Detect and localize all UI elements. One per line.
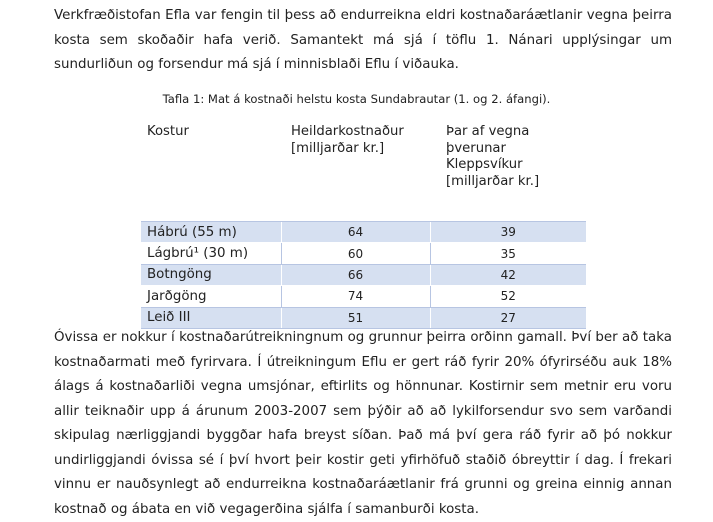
row-name: Hábrú (55 m) bbox=[141, 222, 281, 243]
row-crossing: 42 bbox=[430, 264, 586, 285]
row-name: Botngöng bbox=[141, 264, 281, 285]
row-total: 51 bbox=[281, 307, 430, 328]
header-heildarkostnadur: Heildarkostnaður [milljarðar kr.] bbox=[291, 124, 404, 156]
table-header-row bbox=[141, 124, 586, 222]
row-crossing: 52 bbox=[430, 286, 586, 307]
row-total: 74 bbox=[281, 286, 430, 307]
table-row bbox=[141, 243, 586, 264]
row-total: 60 bbox=[281, 243, 430, 264]
cost-table bbox=[141, 124, 586, 329]
table-row bbox=[141, 222, 586, 243]
row-crossing: 35 bbox=[430, 243, 586, 264]
row-name: Jarðgöng bbox=[141, 286, 281, 307]
intro-paragraph: Verkfræðistofan Efla var fengin til þess að endurreikna eldri kostnaðaráætlanir vegna þeirra kosta sem skoðaðir hafa verið. Samantekt má sjá í töflu 1. Nánari upplýsingar um sundurliðun og forsendur má sjá í minnisblaði Eflu í viðauka. bbox=[54, 8, 672, 72]
table-row bbox=[141, 264, 586, 285]
row-total: 64 bbox=[281, 222, 430, 243]
row-name: Lágbrú¹ (30 m) bbox=[141, 243, 281, 264]
row-crossing: 39 bbox=[430, 222, 586, 243]
row-crossing: 27 bbox=[430, 307, 586, 328]
row-total: 66 bbox=[281, 264, 430, 285]
row-name: Leið III bbox=[141, 307, 281, 328]
uncertainty-paragraph: Óvissa er nokkur í kostnaðarútreikningnum og grunnur þeirra orðinn gamall. Því ber að taka kostnaðarmati með fyrirvara. Í útreikningum Eflu er gert ráð fyrir 20% ófyrirséðu auk 18% álags á kostnaðarliði vegna umsjónar, eftirlits og hönnunar. Kostirnir sem metnir eru voru allir teiknaðir upp á árunum 2003-2007 sem þýðir að að lykilforsendur svo sem varðandi skipulag nærliggjandi byggðar hafa breyst síðan. Það má því gera ráð fyrir að þó nokkur undirliggjandi óvissa sé í því hvort þeir kostir geti yfirhöfuð staðið óbreyttir í dag. Í frekari vinnu er nauðsynlegt að endurreikna kostnaðaráætlanir frá grunni og greina einnig annan kostnað og ábata en við vegagerðina sjálfa í samanburði kosta. bbox=[54, 330, 672, 517]
table-row bbox=[141, 286, 586, 307]
header-thar-af: Þar af vegna þverunar Kleppsvíkur [milljarðar kr.] bbox=[446, 124, 540, 189]
header-kostur: Kostur bbox=[147, 124, 189, 139]
table-caption: Tafla 1: Mat á kostnaði helstu kosta Sundabrautar (1. og 2. áfangi). bbox=[162, 92, 551, 106]
